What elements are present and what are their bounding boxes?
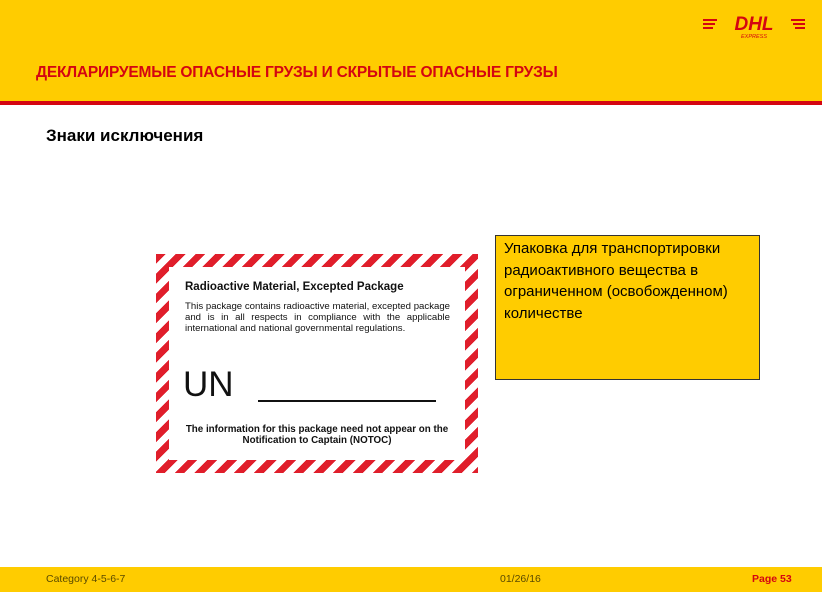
footer-category: Category 4-5-6-7 <box>46 573 126 585</box>
description-callout: Упаковка для транспортировки радиоактивного вещества в ограниченном (освобожденном) количестве <box>495 235 760 380</box>
footer-bar <box>0 567 822 592</box>
logo-text: DHL <box>734 14 774 35</box>
label-footer: The information for this package need not appear on the Notification to Captain (NOTOC) <box>185 424 449 446</box>
header-bar <box>0 0 822 101</box>
footer-page-number: Page 53 <box>752 573 792 585</box>
header-divider <box>0 101 822 105</box>
logo-subtext: EXPRESS <box>741 34 767 40</box>
label-un: UN <box>183 365 234 404</box>
page-title: ДЕКЛАРИРУЕМЫЕ ОПАСНЫЕ ГРУЗЫ И СКРЫТЫЕ ОПАСНЫЕ ГРУЗЫ <box>36 64 558 81</box>
label-panel <box>169 267 465 460</box>
dhl-logo <box>703 10 805 40</box>
label-title: Radioactive Material, Excepted Package <box>185 281 404 293</box>
footer-date: 01/26/16 <box>500 573 541 585</box>
un-number-line <box>258 400 436 402</box>
section-subtitle: Знаки исключения <box>46 126 204 145</box>
radioactive-excepted-label <box>156 254 478 473</box>
label-body: This package contains radioactive material, excepted package and is in all respects in compliance with the applicable international and national governmental regulations. <box>185 301 450 334</box>
